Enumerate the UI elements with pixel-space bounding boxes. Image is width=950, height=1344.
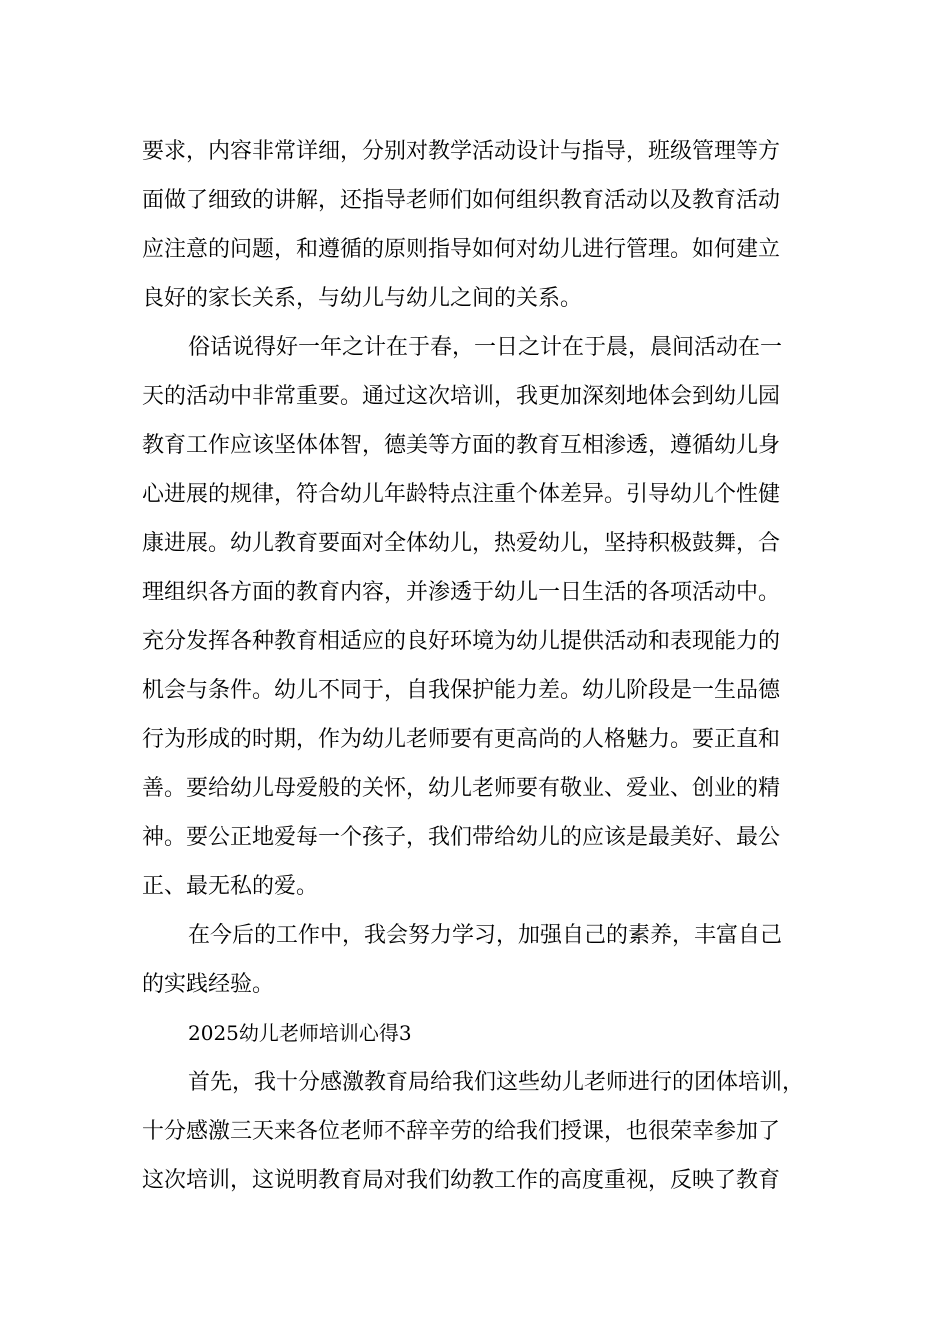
text-line: 善。要给幼儿母爱般的关怀，幼儿老师要有敬业、爱业、创业的精 bbox=[142, 776, 781, 801]
text-line: 天的活动中非常重要。通过这次培训，我更加深刻地体会到幼儿园 bbox=[142, 384, 781, 409]
paragraph-first-line: 俗话说得好一年之计在于春，一日之计在于晨，晨间活动在一 bbox=[188, 335, 783, 360]
text-line: 充分发挥各种教育相适应的良好环境为幼儿提供活动和表现能力的 bbox=[142, 629, 781, 654]
text-line: 康进展。幼儿教育要面对全体幼儿，热爱幼儿，坚持积极鼓舞，合 bbox=[142, 531, 781, 556]
text-line: 理组织各方面的教育内容，并渗透于幼儿一日生活的各项活动中。 bbox=[142, 580, 781, 605]
section-heading: 2025幼儿老师培训心得3 bbox=[188, 1021, 412, 1045]
text-line: 要求，内容非常详细，分别对教学活动设计与指导，班级管理等方 bbox=[142, 139, 781, 164]
text-line: 心进展的规律，符合幼儿年龄特点注重个体差异。引导幼儿个性健 bbox=[142, 482, 781, 507]
text-line: 这次培训，这说明教育局对我们幼教工作的高度重视，反映了教育 bbox=[142, 1168, 781, 1193]
text-line: 神。要公正地爱每一个孩子，我们带给幼儿的应该是最美好、最公 bbox=[142, 825, 781, 850]
text-line: 行为形成的时期，作为幼儿老师要有更高尚的人格魅力。要正直和 bbox=[142, 727, 781, 752]
paragraph-first-line: 首先，我十分感激教育局给我们这些幼儿老师进行的团体培训， bbox=[188, 1070, 805, 1095]
text-line: 正、最无私的爱。 bbox=[142, 874, 319, 899]
paragraph-first-line: 在今后的工作中，我会努力学习，加强自己的素养，丰富自己 bbox=[188, 923, 783, 948]
text-line: 良好的家长关系，与幼儿与幼儿之间的关系。 bbox=[142, 286, 583, 311]
text-line: 应注意的问题，和遵循的原则指导如何对幼儿进行管理。如何建立 bbox=[142, 237, 781, 262]
text-line: 面做了细致的讲解，还指导老师们如何组织教育活动以及教育活动 bbox=[142, 188, 781, 213]
text-line: 机会与条件。幼儿不同于，自我保护能力差。幼儿阶段是一生品德 bbox=[142, 678, 781, 703]
text-line: 十分感激三天来各位老师不辞辛劳的给我们授课，也很荣幸参加了 bbox=[142, 1119, 781, 1144]
text-line: 的实践经验。 bbox=[142, 972, 275, 997]
text-line: 教育工作应该坚体体智，德美等方面的教育互相渗透，遵循幼儿身 bbox=[142, 433, 781, 458]
document-body bbox=[142, 127, 822, 1205]
